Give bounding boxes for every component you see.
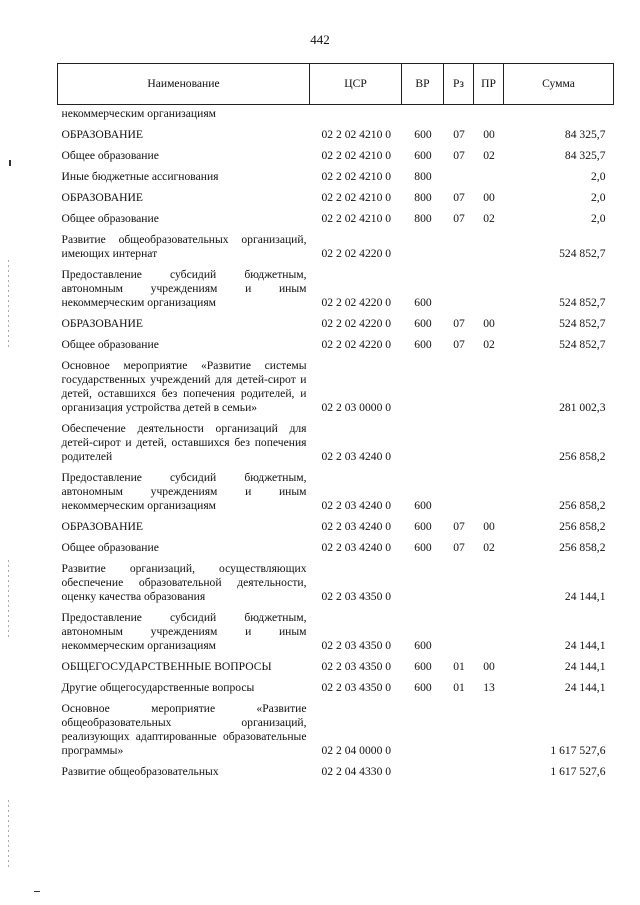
cell-csr: 02 2 02 4220 0 — [321, 317, 392, 330]
cell-vr: 600 — [414, 639, 432, 652]
cell-csr: 02 2 03 4240 0 — [321, 520, 392, 533]
cell-vr: 600 — [414, 660, 432, 673]
cell-pr — [474, 609, 504, 658]
cell-vr: 600 — [414, 296, 432, 309]
cell-csr: 02 2 02 4210 0 — [321, 212, 392, 225]
cell-sum: 24 144,1 — [564, 639, 606, 652]
cell-pr: 02 — [483, 338, 495, 351]
table-row — [58, 420, 614, 469]
cell-name: ОБРАЗОВАНИЕ — [61, 191, 143, 204]
cell-pr — [474, 266, 504, 315]
cell-csr: 02 2 03 4240 0 — [321, 541, 392, 554]
cell-pr: 00 — [483, 660, 495, 673]
cell-vr: 600 — [414, 681, 432, 694]
cell-rz: 07 — [453, 338, 465, 351]
cell-csr: 02 2 04 0000 0 — [321, 744, 392, 757]
cell-sum: 256 858,2 — [559, 499, 606, 512]
cell-pr — [474, 700, 504, 763]
cell-sum: 256 858,2 — [559, 520, 606, 533]
cell-sum: 24 144,1 — [564, 681, 606, 694]
cell-vr — [402, 231, 444, 266]
cell-sum: 1 617 527,6 — [550, 744, 606, 757]
cell-vr: 600 — [414, 128, 432, 141]
cell-pr: 02 — [483, 541, 495, 554]
cell-name: Предоставление субсидий бюджетным, автономным учреждениям и иным некоммерческим организациям — [61, 471, 307, 512]
cell-vr: 800 — [414, 212, 432, 225]
cell-name: Предоставление субсидий бюджетным, автономным учреждениям и иным некоммерческим организациям — [61, 268, 307, 309]
cell-sum: 256 858,2 — [559, 450, 606, 463]
cell-name: ОБЩЕГОСУДАРСТВЕННЫЕ ВОПРОСЫ — [61, 660, 272, 673]
cell-rz — [444, 105, 474, 127]
cell-vr — [402, 700, 444, 763]
cell-pr — [474, 357, 504, 420]
cell-vr: 600 — [414, 338, 432, 351]
budget-table — [57, 63, 614, 784]
scan-margin-mark — [8, 260, 9, 350]
cell-rz — [444, 266, 474, 315]
scan-margin-mark — [8, 560, 9, 640]
cell-pr: 02 — [483, 212, 495, 225]
cell-sum: 524 852,7 — [559, 338, 606, 351]
cell-csr: 02 2 03 4350 0 — [321, 681, 392, 694]
table-row — [58, 560, 614, 609]
table-row — [58, 469, 614, 518]
cell-csr — [310, 105, 402, 127]
cell-name: Обеспечение деятельности организаций для детей-сирот и детей, оставшихся без попечения родителей — [61, 422, 307, 463]
cell-rz — [444, 700, 474, 763]
cell-name: ОБРАЗОВАНИЕ — [61, 128, 143, 141]
cell-vr: 600 — [414, 317, 432, 330]
cell-pr — [474, 105, 504, 127]
cell-vr — [402, 763, 444, 784]
cell-name: Другие общегосударственные вопросы — [61, 681, 255, 694]
scan-speck — [34, 891, 40, 892]
cell-sum: 281 002,3 — [559, 401, 606, 414]
cell-sum: 2,0 — [591, 170, 606, 183]
table-row — [58, 189, 614, 210]
cell-name: Общее образование — [61, 338, 159, 351]
cell-csr: 02 2 02 4210 0 — [321, 128, 392, 141]
cell-sum: 2,0 — [591, 191, 606, 204]
cell-rz: 07 — [453, 520, 465, 533]
header-sum: Сумма — [504, 64, 614, 105]
table-row — [58, 700, 614, 763]
header-vr: ВР — [402, 64, 444, 105]
table-row — [58, 266, 614, 315]
table-row — [58, 336, 614, 357]
cell-rz — [444, 469, 474, 518]
table-row — [58, 539, 614, 560]
cell-name: Развитие организаций, осуществляющих обеспечение образовательной деятельности, оценку качества образования — [61, 562, 307, 603]
cell-rz — [444, 609, 474, 658]
scan-margin-mark — [8, 800, 9, 870]
cell-name: Основное мероприятие «Развитие общеобразовательных организаций, реализующих адаптированные образовательные программы» — [61, 702, 307, 757]
cell-sum: 524 852,7 — [559, 296, 606, 309]
cell-sum: 524 852,7 — [559, 247, 606, 260]
table-row — [58, 315, 614, 336]
cell-name: Развитие общеобразовательных организаций, имеющих интернат — [61, 233, 307, 260]
cell-csr: 02 2 03 4240 0 — [321, 499, 392, 512]
cell-pr — [474, 763, 504, 784]
cell-pr — [474, 231, 504, 266]
cell-vr: 600 — [414, 541, 432, 554]
cell-rz: 07 — [453, 128, 465, 141]
cell-sum: 524 852,7 — [559, 317, 606, 330]
table-row — [58, 658, 614, 679]
cell-rz: 07 — [453, 541, 465, 554]
header-csr: ЦСР — [310, 64, 402, 105]
cell-rz: 01 — [453, 660, 465, 673]
cell-sum: 24 144,1 — [564, 590, 606, 603]
cell-name: ОБРАЗОВАНИЕ — [61, 317, 143, 330]
cell-pr: 00 — [483, 520, 495, 533]
cell-vr: 800 — [414, 191, 432, 204]
table-row — [58, 609, 614, 658]
cell-name: Общее образование — [61, 541, 159, 554]
cell-vr — [402, 105, 444, 127]
cell-pr: 00 — [483, 191, 495, 204]
cell-sum: 84 325,7 — [564, 149, 606, 162]
cell-pr — [474, 420, 504, 469]
table-row — [58, 168, 614, 189]
cell-sum: 256 858,2 — [559, 541, 606, 554]
cell-csr: 02 2 03 4240 0 — [321, 450, 392, 463]
cell-vr — [402, 357, 444, 420]
cell-csr: 02 2 03 4350 0 — [321, 590, 392, 603]
cell-csr: 02 2 02 4210 0 — [321, 170, 392, 183]
header-name: Наименование — [58, 64, 310, 105]
cell-pr — [474, 469, 504, 518]
cell-csr: 02 2 02 4220 0 — [321, 296, 392, 309]
header-pr: ПР — [474, 64, 504, 105]
cell-vr: 800 — [414, 170, 432, 183]
cell-rz — [444, 420, 474, 469]
cell-rz: 07 — [453, 212, 465, 225]
cell-rz — [444, 357, 474, 420]
cell-rz — [444, 763, 474, 784]
scan-speck — [9, 160, 11, 166]
cell-csr: 02 2 03 4350 0 — [321, 660, 392, 673]
cell-rz: 07 — [453, 317, 465, 330]
cell-sum: 24 144,1 — [564, 660, 606, 673]
table-row — [58, 231, 614, 266]
header-rz: Рз — [444, 64, 474, 105]
cell-name: Основное мероприятие «Развитие системы государственных учреждений для детей-сирот и детей, оставшихся без попечения родителей, и организация устройства детей в семьи» — [61, 359, 307, 414]
cell-rz — [444, 168, 474, 189]
cell-pr — [474, 560, 504, 609]
cell-pr: 02 — [483, 149, 495, 162]
cell-csr: 02 2 03 0000 0 — [321, 401, 392, 414]
cell-name: Общее образование — [61, 149, 159, 162]
cell-vr — [402, 560, 444, 609]
cell-csr: 02 2 02 4210 0 — [321, 149, 392, 162]
cell-csr: 02 2 02 4220 0 — [321, 247, 392, 260]
cell-csr: 02 2 02 4210 0 — [321, 191, 392, 204]
page-number: 442 — [310, 32, 330, 47]
cell-vr — [402, 420, 444, 469]
cell-pr: 00 — [483, 128, 495, 141]
table-row — [58, 210, 614, 231]
cell-rz: 07 — [453, 149, 465, 162]
cell-name: Иные бюджетные ассигнования — [61, 170, 219, 183]
table-row — [58, 105, 614, 127]
cell-sum — [504, 105, 614, 127]
cell-pr: 00 — [483, 317, 495, 330]
cell-csr: 02 2 04 4330 0 — [321, 765, 392, 778]
table-row — [58, 763, 614, 784]
cell-sum: 84 325,7 — [564, 128, 606, 141]
table-row — [58, 126, 614, 147]
cell-name: Общее образование — [61, 212, 159, 225]
cell-vr: 600 — [414, 149, 432, 162]
cell-vr: 600 — [414, 520, 432, 533]
cell-pr: 13 — [483, 681, 495, 694]
table-row — [58, 679, 614, 700]
table-row — [58, 147, 614, 168]
cell-rz: 01 — [453, 681, 465, 694]
cell-name: Предоставление субсидий бюджетным, автономным учреждениям и иным некоммерческим организациям — [61, 611, 307, 652]
cell-name: Развитие общеобразовательных — [61, 765, 219, 778]
table-header-row — [58, 64, 614, 105]
cell-name: некоммерческим организациям — [61, 107, 216, 120]
cell-pr — [474, 168, 504, 189]
cell-sum: 1 617 527,6 — [550, 765, 606, 778]
cell-rz — [444, 560, 474, 609]
cell-vr: 600 — [414, 499, 432, 512]
cell-rz — [444, 231, 474, 266]
cell-csr: 02 2 02 4220 0 — [321, 338, 392, 351]
table-row — [58, 518, 614, 539]
cell-sum: 2,0 — [591, 212, 606, 225]
cell-rz: 07 — [453, 191, 465, 204]
table-body — [58, 105, 614, 785]
cell-csr: 02 2 03 4350 0 — [321, 639, 392, 652]
cell-name: ОБРАЗОВАНИЕ — [61, 520, 143, 533]
table-row — [58, 357, 614, 420]
